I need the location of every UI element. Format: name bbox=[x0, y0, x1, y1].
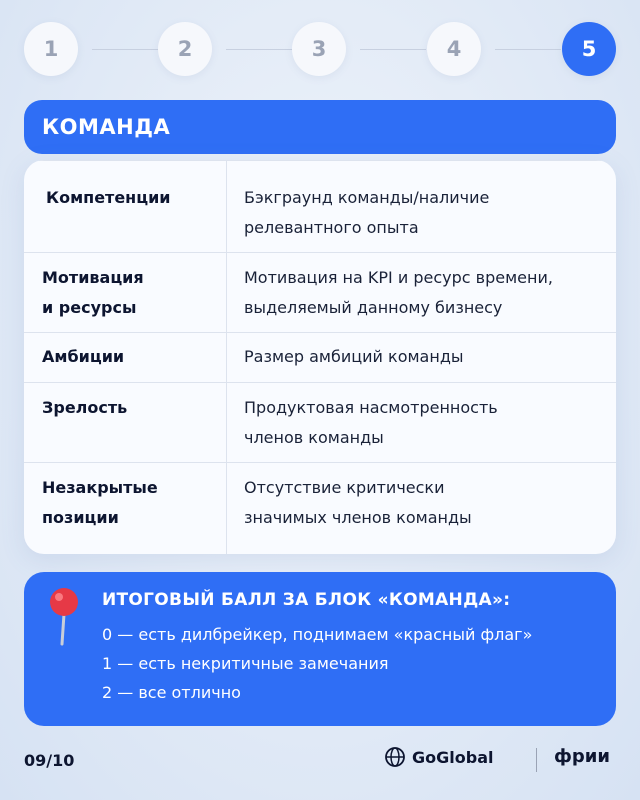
table-row bbox=[24, 160, 616, 252]
criteria-table bbox=[24, 160, 616, 554]
globe-icon bbox=[384, 746, 406, 768]
step-4[interactable]: 4 bbox=[427, 22, 481, 76]
score-title: ИТОГОВЫЙ БАЛЛ ЗА БЛОК «КОМАНДА»: bbox=[102, 590, 511, 610]
criterion-description: Размер амбиций команды bbox=[244, 347, 464, 366]
criterion-label: Амбиции bbox=[42, 347, 125, 366]
step-connector bbox=[92, 49, 158, 50]
table-row bbox=[24, 252, 616, 332]
section-title: КОМАНДА bbox=[24, 100, 616, 154]
step-2[interactable]: 2 bbox=[158, 22, 212, 76]
criterion-description: Продуктовая насмотренность членов команды bbox=[244, 398, 498, 447]
criterion-label: Мотивация и ресурсы bbox=[42, 268, 144, 317]
step-1[interactable]: 1 bbox=[24, 22, 78, 76]
pushpin-icon bbox=[46, 586, 82, 646]
score-option-2: 2 — все отлично bbox=[102, 683, 241, 702]
step-connector bbox=[495, 49, 561, 50]
criterion-label: Компетенции bbox=[46, 188, 171, 207]
footer-divider bbox=[536, 748, 537, 772]
goglobal-logo: GoGlobal bbox=[384, 746, 493, 768]
table-row bbox=[24, 462, 616, 554]
step-connector bbox=[226, 49, 292, 50]
criterion-description: Мотивация на KPI и ресурс времени, выделяемый данному бизнесу bbox=[244, 268, 553, 317]
step-5-active[interactable]: 5 bbox=[562, 22, 616, 76]
step-3[interactable]: 3 bbox=[292, 22, 346, 76]
criterion-description: Бэкграунд команды/наличие релевантного опыта bbox=[244, 188, 490, 237]
criterion-label: Незакрытые позиции bbox=[42, 478, 158, 527]
score-option-1: 1 — есть некритичные замечания bbox=[102, 654, 389, 673]
score-option-0: 0 — есть дилбрейкер, поднимаем «красный флаг» bbox=[102, 625, 533, 644]
table-row bbox=[24, 332, 616, 382]
score-card bbox=[24, 572, 616, 726]
table-row bbox=[24, 382, 616, 462]
step-connector bbox=[360, 49, 426, 50]
criterion-label: Зрелость bbox=[42, 398, 128, 417]
page-counter: 09/10 bbox=[24, 751, 75, 770]
step-indicator bbox=[24, 22, 616, 78]
frii-logo: фрии bbox=[554, 746, 610, 767]
criterion-description: Отсутствие критически значимых членов команды bbox=[244, 478, 472, 527]
